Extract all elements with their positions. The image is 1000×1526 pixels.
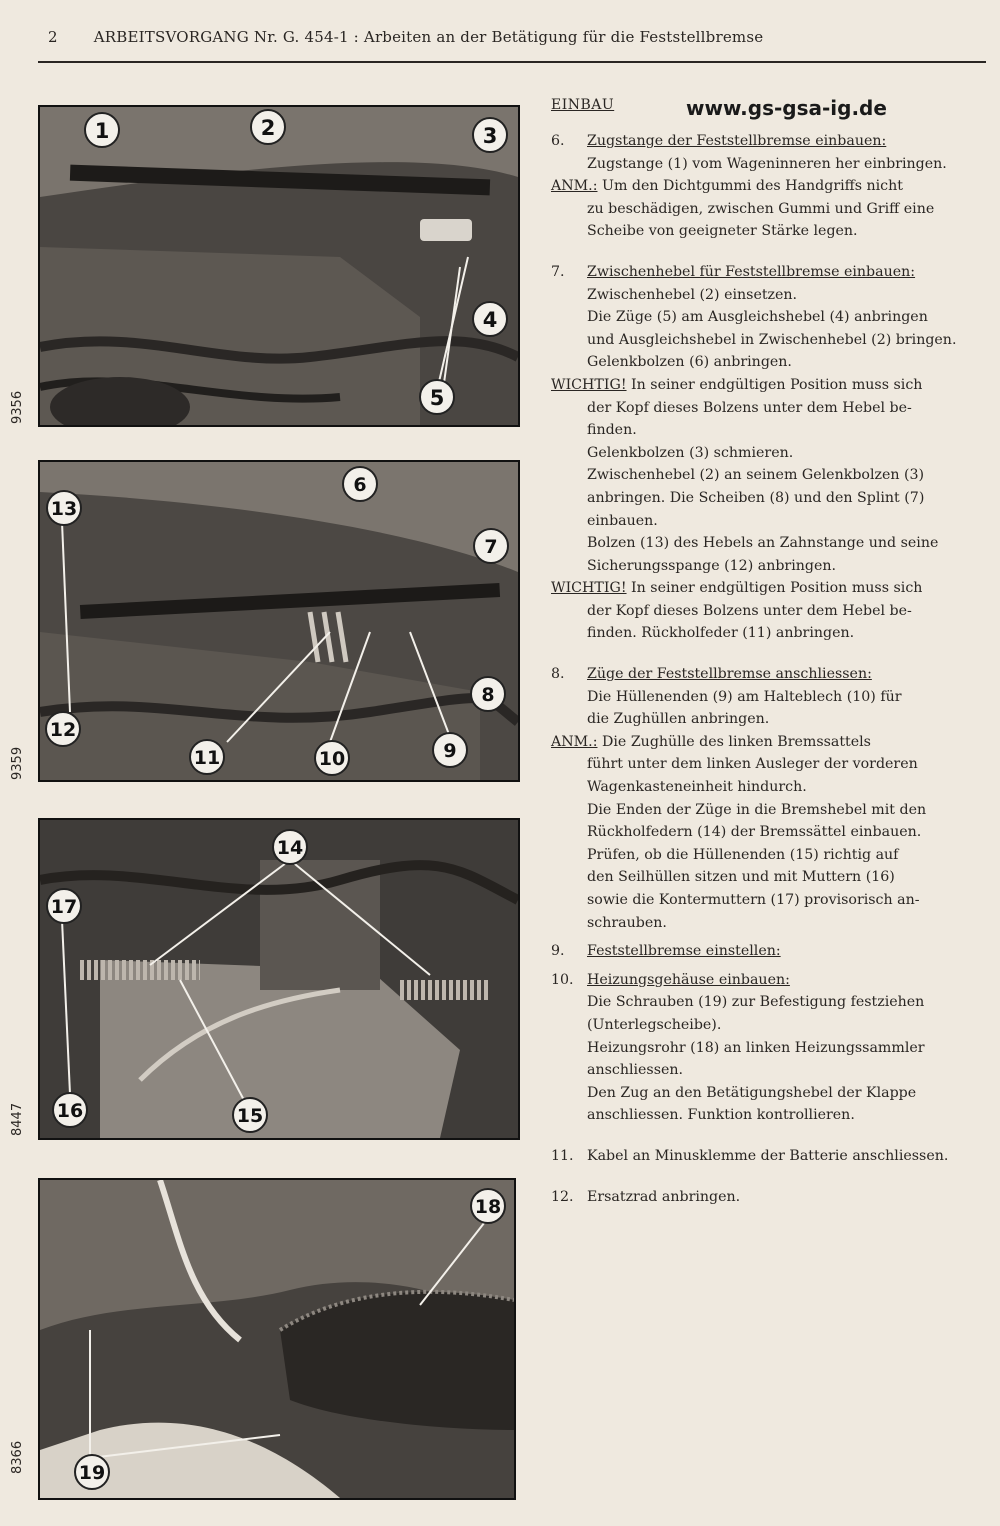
callout-17 <box>47 889 81 923</box>
step-text: und Ausgleichshebel in Zwischenhebel (2) bringen. <box>587 331 957 348</box>
step-title: Zwischenhebel für Feststellbremse einbauen: <box>587 263 916 280</box>
step-number: 7. <box>551 263 565 280</box>
svg-text:10: 10 <box>318 748 346 770</box>
step-number: 8. <box>551 666 565 683</box>
step-text: anschliessen. Funktion kontrollieren. <box>587 1107 855 1124</box>
note-label: ANM.: <box>551 733 598 750</box>
step-text: finden. <box>587 422 637 439</box>
section-heading: EINBAU <box>551 97 615 113</box>
photo-8366-illustration <box>40 1180 514 1498</box>
step-text: sowie die Kontermuttern (17) provisorisch an- <box>587 892 920 908</box>
svg-text:19: 19 <box>78 1462 106 1484</box>
step-title: Zugstange der Feststellbremse einbauen: <box>587 133 887 149</box>
svg-text:1: 1 <box>94 119 110 143</box>
photo-9356 <box>38 105 520 427</box>
photo-9356-illustration <box>40 107 518 425</box>
callout-8 <box>471 677 505 711</box>
callout-6 <box>343 467 377 501</box>
step-text: Sicherungsspange (12) anbringen. <box>587 557 836 574</box>
callout-13 <box>47 491 81 525</box>
figure-number: 8447 <box>10 1102 25 1136</box>
svg-text:7: 7 <box>484 536 498 558</box>
instructions <box>551 130 987 1208</box>
figure-number: 9359 <box>10 746 25 780</box>
callout-2 <box>251 110 285 144</box>
step-text: In seiner endgültigen Position muss sich <box>631 580 923 597</box>
step-number: 6. <box>551 133 565 149</box>
step-text: (Unterlegscheibe). <box>587 1016 722 1033</box>
callout-3 <box>473 118 507 152</box>
callout-15 <box>233 1098 267 1132</box>
callout-19 <box>75 1455 109 1489</box>
step-number: 9. <box>551 943 565 960</box>
step-text: Bolzen (13) des Hebels an Zahnstange und seine <box>587 535 939 552</box>
svg-text:5: 5 <box>429 386 445 410</box>
step-text: den Seilhüllen sitzen und mit Muttern (16) <box>587 869 895 886</box>
step-text: Die Schrauben (19) zur Befestigung festziehen <box>587 994 925 1011</box>
step-text: Zwischenhebel (2) einsetzen. <box>587 286 798 303</box>
step-text: Die Hüllenenden (9) am Halteblech (10) für <box>587 688 902 705</box>
step-number: 10. <box>551 971 574 988</box>
step-text: zu beschädigen, zwischen Gummi und Griff eine <box>587 200 935 217</box>
step-title: Heizungsgehäuse einbauen: <box>587 971 790 988</box>
step-title: Züge der Feststellbremse anschliessen: <box>587 666 872 683</box>
step-text: finden. Rückholfeder (11) anbringen. <box>587 625 855 642</box>
step-text: Prüfen, ob die Hüllenenden (15) richtig auf <box>587 846 899 863</box>
step-text: anbringen. Die Scheiben (8) und den Splint (7) <box>587 489 925 506</box>
step-text: Zugstange (1) vom Wageninneren her einbringen. <box>587 155 947 172</box>
step-text: Zwischenhebel (2) an seinem Gelenkbolzen (3) <box>587 467 925 484</box>
svg-text:11: 11 <box>193 747 221 769</box>
figure-number: 9356 <box>10 390 25 424</box>
callout-11 <box>190 740 224 774</box>
step-text: Wagenkasteneinheit hindurch. <box>587 779 807 796</box>
step-text: Die Züge (5) am Ausgleichshebel (4) anbringen <box>587 309 928 326</box>
step-text: Um den Dichtgummi des Handgriffs nicht <box>602 178 903 195</box>
step-text: führt unter dem linken Ausleger der vorderen <box>587 756 918 773</box>
website-watermark: www.gs-gsa-ig.de <box>686 96 887 120</box>
note-label: ANM.: <box>551 178 598 195</box>
step-text: Die Zughülle des linken Bremssattels <box>602 733 871 750</box>
step-number: 11. <box>551 1147 574 1164</box>
svg-text:6: 6 <box>353 474 367 496</box>
header-rule <box>38 61 986 63</box>
svg-text:17: 17 <box>50 896 78 918</box>
photo-8447 <box>38 818 520 1140</box>
svg-text:3: 3 <box>482 124 498 148</box>
step-text: Den Zug an den Betätigungshebel der Klappe <box>587 1084 917 1101</box>
photo-9359 <box>38 460 520 782</box>
page-header <box>48 28 763 46</box>
callout-18 <box>471 1189 505 1223</box>
callout-9 <box>433 733 467 767</box>
svg-text:18: 18 <box>474 1196 502 1218</box>
callout-7 <box>474 529 508 563</box>
warning-label: WICHTIG! <box>551 580 627 597</box>
page-title: ARBEITSVORGANG Nr. G. 454-1 : Arbeiten an der Betätigung für die Feststellbremse <box>93 28 764 46</box>
step-text: Kabel an Minusklemme der Batterie anschliessen. <box>587 1147 949 1164</box>
svg-text:9: 9 <box>443 740 457 762</box>
step-text: Gelenkbolzen (3) schmieren. <box>587 444 794 461</box>
step-text: Scheibe von geeigneter Stärke legen. <box>587 223 858 240</box>
callout-4 <box>473 302 507 336</box>
svg-text:8: 8 <box>481 684 495 706</box>
figure-number: 8366 <box>10 1440 25 1474</box>
callout-14 <box>273 830 307 864</box>
step-number: 12. <box>551 1188 574 1205</box>
page-number: 2 <box>48 28 58 46</box>
step-text: Heizungsrohr (18) an linken Heizungssammler <box>587 1039 925 1056</box>
photo-8366 <box>38 1178 516 1500</box>
step-text: Ersatzrad anbringen. <box>587 1188 741 1205</box>
svg-text:12: 12 <box>49 719 77 741</box>
step-text: Gelenkbolzen (6) anbringen. <box>587 354 792 371</box>
svg-text:4: 4 <box>482 308 498 332</box>
svg-text:14: 14 <box>276 837 304 859</box>
step-text: der Kopf dieses Bolzens unter dem Hebel be- <box>587 602 912 619</box>
callout-1 <box>85 113 119 147</box>
step-text: schrauben. <box>587 914 667 931</box>
svg-text:2: 2 <box>260 116 276 140</box>
callout-16 <box>53 1093 87 1127</box>
step-text: In seiner endgültigen Position muss sich <box>631 376 923 393</box>
callout-10 <box>315 741 349 775</box>
step-title: Feststellbremse einstellen: <box>587 943 781 960</box>
photo-8447-illustration <box>40 820 518 1138</box>
step-text: der Kopf dieses Bolzens unter dem Hebel be- <box>587 399 912 416</box>
step-text: Rückholfedern (14) der Bremssättel einbauen. <box>587 824 922 841</box>
step-text: die Zughüllen anbringen. <box>587 711 770 728</box>
warning-label: WICHTIG! <box>551 376 627 393</box>
svg-text:15: 15 <box>236 1105 264 1127</box>
callout-12 <box>46 712 80 746</box>
svg-text:13: 13 <box>50 498 78 520</box>
callout-5 <box>420 380 454 414</box>
step-text: einbauen. <box>587 512 658 529</box>
step-text: Die Enden der Züge in die Bremshebel mit den <box>587 801 927 818</box>
svg-text:16: 16 <box>56 1100 84 1122</box>
step-text: anschliessen. <box>587 1062 684 1079</box>
photo-9359-illustration <box>40 462 518 780</box>
